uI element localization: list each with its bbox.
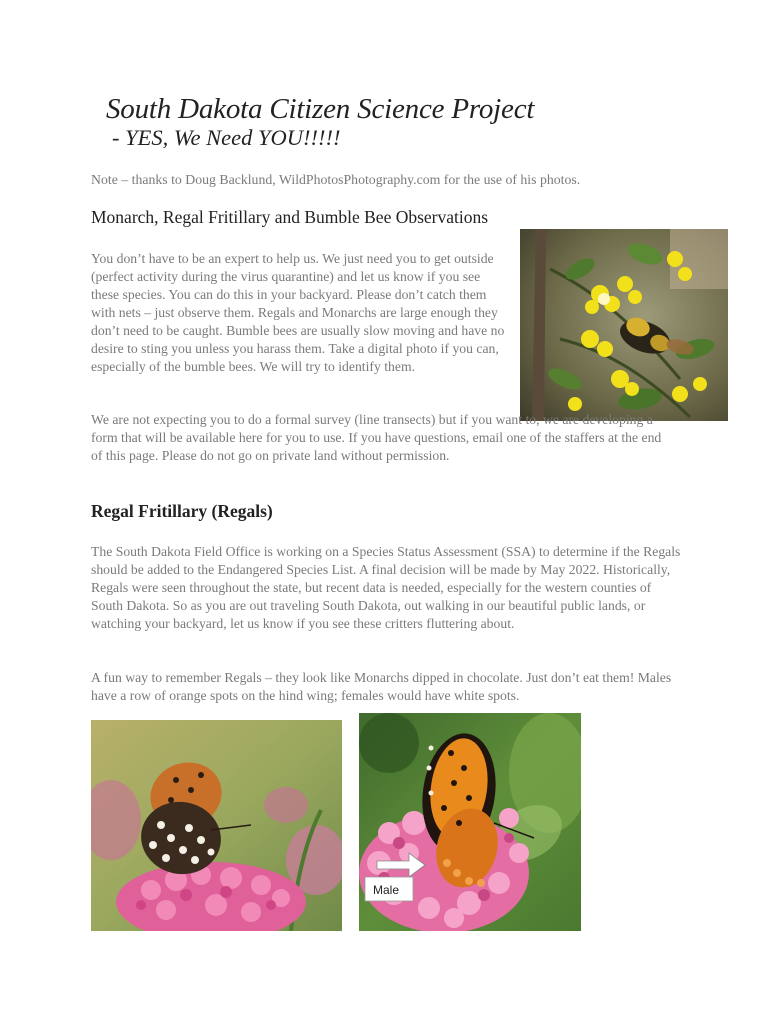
page-title: South Dakota Citizen Science Project [106,93,535,125]
regals-paragraph-2: A fun way to remember Regals – they look like Monarchs dipped in chocolate. Just don’t eat them! Males have a row of orange spots on the hind wing; females would have white spots. [91,670,672,703]
regal-fritillary-photo [91,720,342,931]
male-label: Male [373,883,400,897]
observations-paragraph-1: You don’t have to be an expert to help us. We just need you to get outside (perfect activity during the virus quarantine) and let us know if you see these species. You can do this in your backyard. Please don’t catch them with nets – just observe them. Regals and Monarchs are large enough they don’t need to be caught. Bumble bees are usually slow moving and have no desire to sting you unless you harass them. Take a digital photo if you can, especially of the bumble bees. We will try to identify them. [91,251,505,374]
photo-credit-note: Note – thanks to Doug Backlund, WildPhotosPhotography.com for the use of his photos. [91,172,581,187]
male-regal-fritillary-photo [359,713,581,931]
observations-paragraph-2: We are not expecting you to do a formal survey (line transects) but if you want to, we are developing a form that will be available here for you to use. If you have questions, email one of the staffers at the end of this page. Please do not go on private land without permission. [91,412,662,463]
regals-paragraph-1: The South Dakota Field Office is working on a Species Status Assessment (SSA) to determine if the Regals should be added to the Endangered Species List. A final decision will be made by May 2022. Historically, Regals were seen throughout the state, but recent data is needed, especially for the western counties of South Dakota. So as you are out traveling South Dakota, out walking in our beautiful public lands, or watching your backyard, let us know if you see these critters fluttering about. [91,544,681,631]
bumble-bee-photo [520,229,728,421]
page-subtitle: - YES, We Need YOU!!!!! [112,125,341,150]
section-heading-regals: Regal Fritillary (Regals) [91,501,273,521]
section-heading-observations: Monarch, Regal Fritillary and Bumble Bee Observations [91,207,489,227]
